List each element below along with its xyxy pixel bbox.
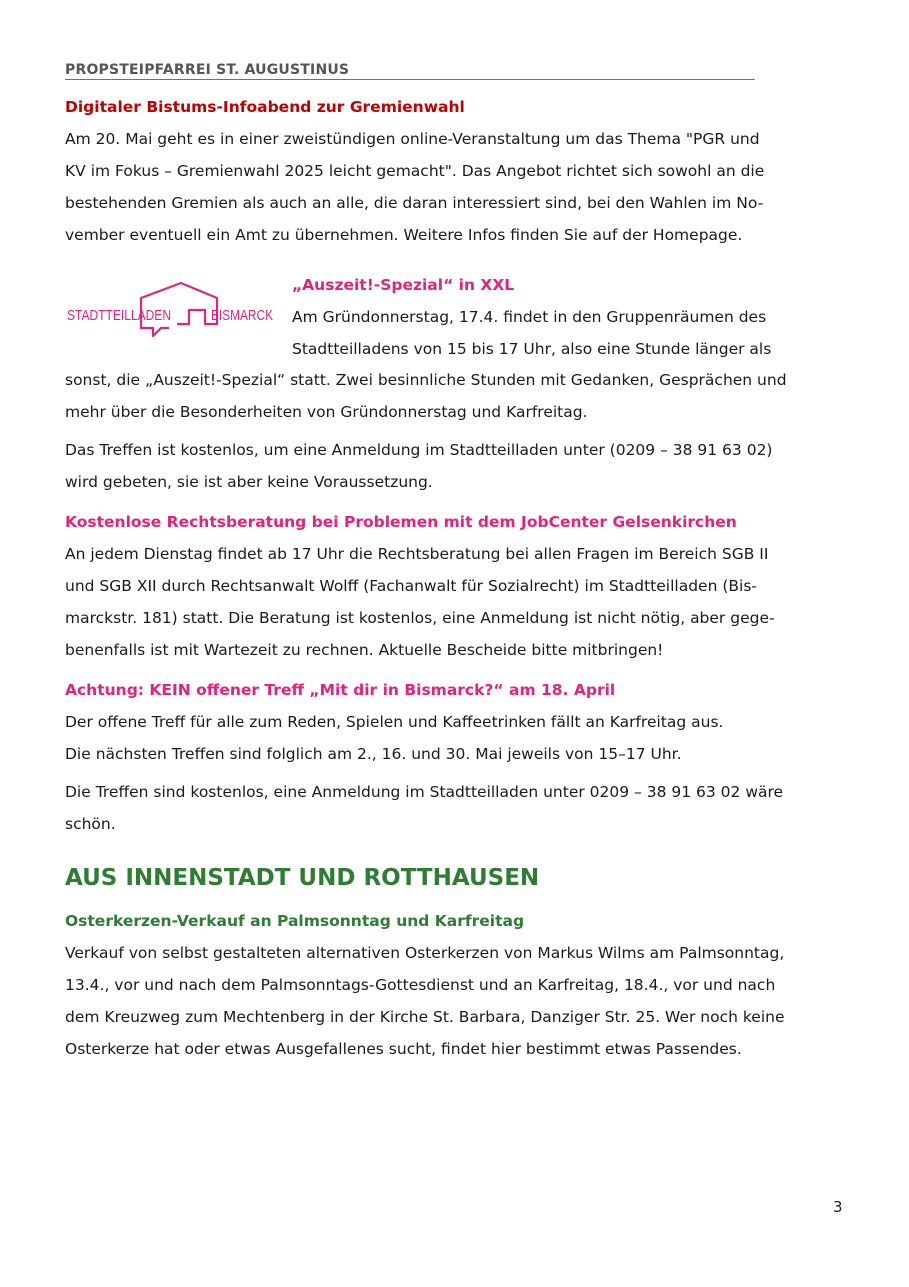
text-line: sonst, die „Auszeit!-Spezial“ statt. Zwei besinnliche Stunden mit Gedanken, Gesprächen und [65, 371, 787, 389]
article-heading: Achtung: KEIN offener Treff „Mit dir in Bismarck?“ am 18. April [65, 681, 616, 699]
text-line: schön. [65, 815, 116, 833]
region-innenstadt-rotthausen [65, 863, 855, 1065]
logo-right-text: BISMARCK [211, 307, 273, 324]
text-line: Stadtteilladens von 15 bis 17 Uhr, also eine Stunde länger als [292, 340, 772, 358]
text-line: Am 20. Mai geht es in einer zweistündigen online-Veranstaltung um das Thema "PGR und [65, 130, 760, 148]
article-kein-treff [65, 678, 855, 840]
article-heading: Kostenlose Rechtsberatung bei Problemen mit dem JobCenter Gelsenkirchen [65, 513, 737, 531]
text-line: Osterkerze hat oder etwas Ausgefallenes sucht, findet hier bestimmt etwas Passendes. [65, 1040, 742, 1058]
text-line: dem Kreuzweg zum Mechtenberg in der Kirche St. Barbara, Danziger Str. 25. Wer noch keine [65, 1008, 785, 1026]
article-gremienwahl [65, 95, 855, 251]
article-heading: Osterkerzen-Verkauf an Palmsonntag und Karfreitag [65, 912, 525, 930]
region-title: AUS INNENSTADT UND ROTTHAUSEN [65, 865, 540, 891]
text-line: An jedem Dienstag findet ab 17 Uhr die Rechtsberatung bei allen Fragen im Bereich SGB II [65, 545, 769, 563]
text-line: Die Treffen sind kostenlos, eine Anmeldung im Stadtteilladen unter 0209 – 38 91 63 02 wäre [65, 783, 784, 801]
text-line: vember eventuell ein Amt zu übernehmen. Weitere Infos finden Sie auf der Homepage. [65, 226, 743, 244]
stadtteilladen-bismarck-logo [65, 280, 277, 340]
text-line: Der offene Treff für alle zum Reden, Spielen und Kaffeetrinken fällt an Karfreitag aus. [65, 713, 724, 731]
text-line: bestehenden Gremien als auch an alle, die daran interessiert sind, bei den Wahlen im No- [65, 194, 764, 212]
text-line: benenfalls ist mit Wartezeit zu rechnen. Aktuelle Bescheide bitte mitbringen! [65, 641, 664, 659]
article-rechtsberatung [65, 510, 855, 666]
text-line: marckstr. 181) statt. Die Beratung ist kostenlos, eine Anmeldung ist nicht nötig, aber gege- [65, 609, 775, 627]
text-line: und SGB XII durch Rechtsanwalt Wolff (Fachanwalt für Sozialrecht) im Stadtteilladen (Bis- [65, 577, 757, 595]
article-heading: Digitaler Bistums-Infoabend zur Gremienwahl [65, 98, 465, 116]
article-heading: „Auszeit!-Spezial“ in XXL [292, 276, 515, 294]
text-line: Die nächsten Treffen sind folglich am 2., 16. und 30. Mai jeweils von 15–17 Uhr. [65, 745, 682, 763]
text-line: wird gebeten, sie ist aber keine Voraussetzung. [65, 473, 433, 491]
text-line: Verkauf von selbst gestalteten alternativen Osterkerzen von Markus Wilms am Palmsonntag, [65, 944, 785, 962]
text-line: 13.4., vor und nach dem Palmsonntags-Gottesdienst und an Karfreitag, 18.4., vor und nach [65, 976, 776, 994]
house-icon [65, 280, 277, 340]
logo-left-text: STADTTEILLADEN [67, 307, 171, 324]
text-line: Das Treffen ist kostenlos, um eine Anmeldung im Stadtteilladen unter (0209 – 38 91 63 02) [65, 441, 773, 459]
article-auszeit-body [65, 364, 855, 498]
page-number: 3 [833, 1198, 843, 1216]
text-line: mehr über die Besonderheiten von Gründonnerstag und Karfreitag. [65, 403, 588, 421]
article-auszeit-intro [292, 273, 852, 365]
running-header: PROPSTEIPFARREI ST. AUGUSTINUS [65, 62, 755, 80]
text-line: KV im Fokus – Gremienwahl 2025 leicht gemacht". Das Angebot richtet sich sowohl an die [65, 162, 765, 180]
text-line: Am Gründonnerstag, 17.4. findet in den Gruppenräumen des [292, 308, 767, 326]
